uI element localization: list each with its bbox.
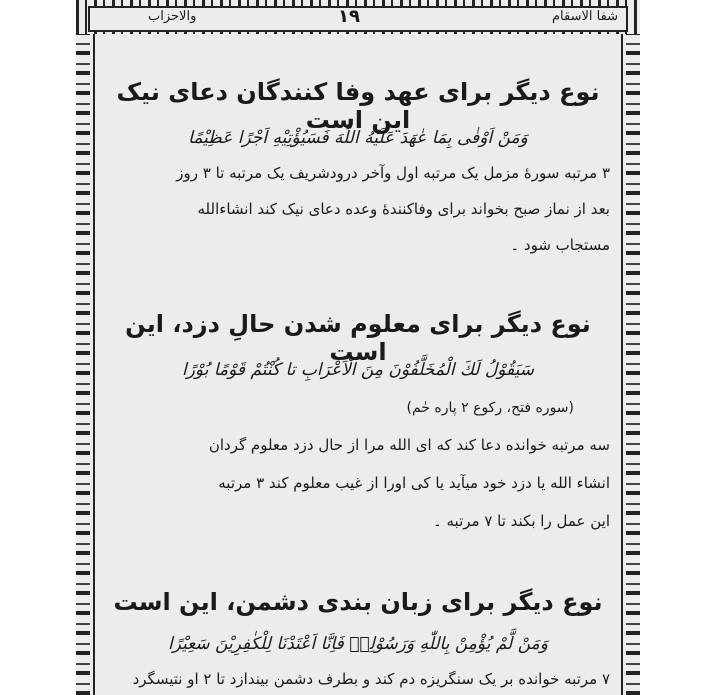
section-2-line-2: انشاء الله یا دزد خود میآید یا کی اورا از غیب معلوم کند ۳ مرتبه (218, 474, 610, 492)
section-1-line-2: بعد از نماز صبح بخواند برای وفاکنندهٔ وعده دعای نیک کند انشاءالله (197, 200, 610, 218)
right-rule (621, 34, 623, 695)
left-rule (93, 34, 95, 695)
book-page (76, 0, 640, 695)
section-1-line-1: ۳ مرتبه سورهٔ مزمل یک مرتبه اول وآخر درودشریف یک مرتبه تا ۳ روز (176, 164, 610, 182)
page-number: ١٩ (338, 6, 360, 27)
ornamental-left-border (76, 34, 90, 695)
page-content (102, 40, 614, 695)
section-2-heading: نوع دیگر برای معلوم شدن حالِ دزد، این است (125, 310, 591, 366)
section-1-verse: وَمَنْ اَوْفٰى بِمَا عٰهَدَ عَلَيْهُ اللّٰهَ فَسَيُؤْتِيْهِ اَجْرًا عَظِيْمًا (188, 128, 528, 148)
section-2-line-3: این عمل را بکند تا ۷ مرتبه ۔ (432, 512, 610, 530)
section-2-line-1: سه مرتبه خوانده دعا کند که ای الله مرا از حالِ دزد معلوم گردان (208, 436, 610, 454)
section-1-line-3: مستجاب شود ۔ (510, 236, 610, 254)
section-3-heading: نوع دیگر برای زبان بندی دشمن، این است (113, 588, 603, 616)
section-1-heading: نوع دیگر برای عهد وفا کنندگان دعای نیک این است (116, 78, 600, 134)
header-right-title: شفا الاسقام (552, 9, 619, 24)
section-2-reference: (سوره فتح، رکوع ۲ پاره حٰم) (406, 400, 574, 416)
section-3-line-1: ۷ مرتبه خوانده بر یک سنگریزه دم کند و بطرف دشمن بیندازد تا ۲ او نتیسگرد (132, 670, 610, 688)
section-3-verse: وَمَنْ لَّمْ يُؤْمِنْ بِاللّٰهِ وَرَسُوْلِهٖ فَاِنَّا اَعْتَدْنَا لِلْكٰفِرِيْنَ سَعِيْرًا (168, 634, 548, 654)
section-2-verse: سَيَقُوْلُ لَكَ الْمُخَلَّفُوْنَ مِنَ الْاَعْرَابِ تا كُنْتُمْ قَوْمًا بُوْرًا (182, 360, 534, 380)
ornamental-right-border (626, 34, 640, 695)
header-left-title: والاحزاب (148, 9, 197, 24)
